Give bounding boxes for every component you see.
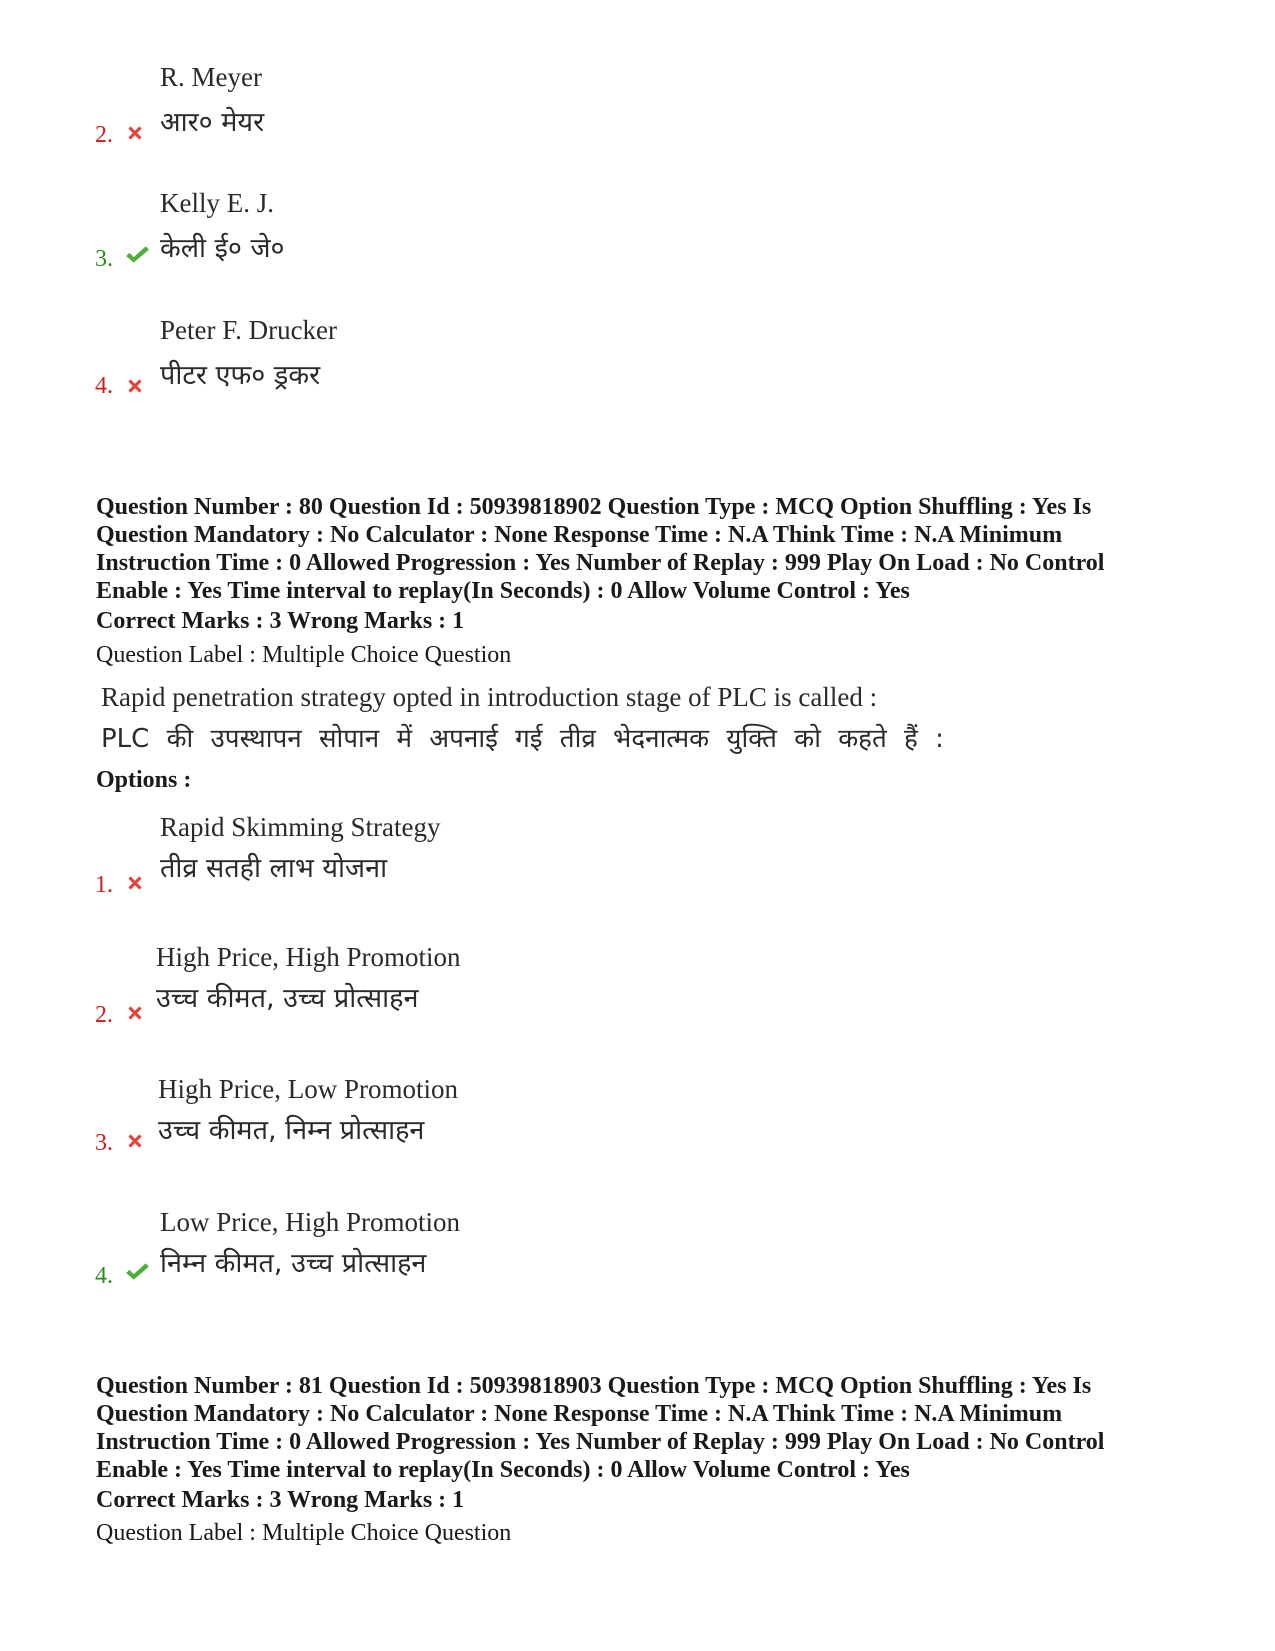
meta-line: Question Mandatory : No Calculator : None Response Time : N.A Think Time : N.A Minimum — [96, 1401, 1063, 1427]
cross-icon — [124, 375, 146, 397]
meta-line: Enable : Yes Time interval to replay(In Seconds) : 0 Allow Volume Control : Yes — [96, 1457, 910, 1483]
option-text-en: High Price, Low Promotion — [158, 1074, 458, 1104]
option-number: 3. — [95, 1130, 113, 1156]
option-number: 4. — [95, 1263, 113, 1289]
cross-icon — [124, 872, 146, 894]
option-text-en: Rapid Skimming Strategy — [160, 812, 441, 842]
option-number: 1. — [95, 872, 113, 898]
meta-line: Question Number : 81 Question Id : 50939818903 Question Type : MCQ Option Shuffling : Yes Is — [96, 1373, 1092, 1399]
cross-icon — [124, 122, 146, 144]
cross-icon — [124, 1002, 146, 1024]
check-icon — [124, 1261, 150, 1283]
question-81-label: Question Label : Multiple Choice Question — [96, 1520, 512, 1546]
question-80-marks: Correct Marks : 3 Wrong Marks : 1 — [96, 608, 465, 634]
option-text-hi: तीव्र सतही लाभ योजना — [160, 853, 388, 884]
question-81-metadata — [96, 1372, 1186, 1484]
meta-line: Instruction Time : 0 Allowed Progression : Yes Number of Replay : 999 Play On Load : No Control — [96, 1429, 1105, 1455]
option-text-hi: उच्च कीमत, निम्न प्रोत्साहन — [158, 1115, 425, 1146]
option-text-en: R. Meyer — [160, 62, 262, 92]
option-text-en: Kelly E. J. — [160, 188, 274, 218]
option-text-hi: उच्च कीमत, उच्च प्रोत्साहन — [156, 983, 419, 1014]
option-text-en: High Price, High Promotion — [156, 942, 461, 972]
option-text-en: Peter F. Drucker — [160, 315, 338, 345]
option-text-hi: पीटर एफ० ड्रकर — [160, 360, 321, 391]
question-81-marks: Correct Marks : 3 Wrong Marks : 1 — [96, 1487, 465, 1513]
option-number: 2. — [95, 1002, 113, 1028]
option-text-hi: आर० मेयर — [160, 107, 265, 138]
option-text-en: Low Price, High Promotion — [160, 1207, 460, 1237]
option-number: 3. — [95, 246, 113, 272]
option-number: 4. — [95, 373, 113, 399]
meta-line: Question Mandatory : No Calculator : None Response Time : N.A Think Time : N.A Minimum — [96, 522, 1063, 548]
cross-icon — [124, 1130, 146, 1152]
option-number: 2. — [95, 122, 113, 148]
question-80-label: Question Label : Multiple Choice Question — [96, 642, 512, 668]
meta-line: Question Number : 80 Question Id : 50939818902 Question Type : MCQ Option Shuffling : Yes Is — [96, 494, 1092, 520]
options-heading: Options : — [96, 767, 192, 793]
check-icon — [124, 244, 150, 266]
question-80-metadata — [96, 493, 1186, 605]
option-text-hi: निम्न कीमत, उच्च प्रोत्साहन — [160, 1248, 427, 1279]
meta-line: Enable : Yes Time interval to replay(In Seconds) : 0 Allow Volume Control : Yes — [96, 578, 910, 604]
meta-line: Instruction Time : 0 Allowed Progression : Yes Number of Replay : 999 Play On Load : No Control — [96, 550, 1105, 576]
question-80-text-en: Rapid penetration strategy opted in introduction stage of PLC is called : — [101, 682, 878, 712]
question-80-text-hi: PLC की उपस्थापन सोपान में अपनाई गई तीव्र भेदनात्मक युक्ति को कहते हैं : — [101, 724, 944, 754]
option-text-hi: केली ई० जे० — [160, 233, 285, 264]
